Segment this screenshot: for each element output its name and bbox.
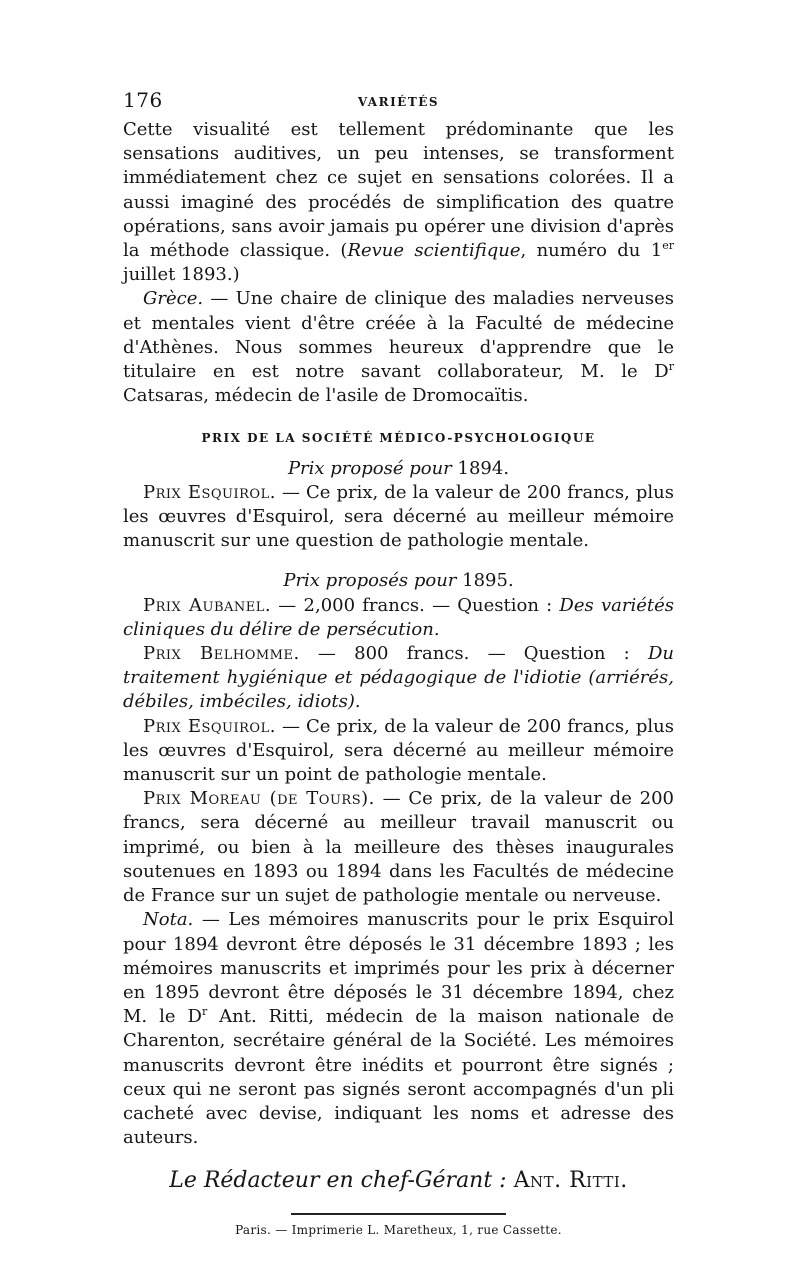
page-header [123,88,674,118]
prize-name: Prix Belhomme. [143,643,300,665]
paragraph-visualite: Cette visualité est tellement prédominante que les sensations auditives, un peu intenses, se transforment immédiatement chez ce sujet en sensations colorées. Il a aussi imaginé des procédés de simplification des quatre opérations, sans avoir jamais pu opérer une division d'après la méthode classique. (Revue scientifique, numéro du 1er juillet 1893.) [123,119,674,286]
running-title: VARIÉTÉS [357,95,440,109]
signature-role: Le Rédacteur en chef-Gérant : [169,1168,507,1194]
prize-question: Du traitement hygiénique et pédagogique de l'idiotie (arriérés, débiles, imbéciles, idiots). [123,643,674,713]
prize-name: Prix Esquirol. [143,481,276,503]
prize-belhomme: Prix Belhomme. — 800 francs. — Question : Du traitement hygiénique et pédagogique de l'idiotie (arriérés, débiles, imbéciles, idiots). [123,643,674,713]
document-body [123,118,674,1150]
paragraph-grece: Grèce. — Une chaire de clinique des maladies nerveuses et mentales vient d'être créée à la Faculté de médecine d'Athènes. Nous sommes heureux d'apprendre que le titulaire en est notre savant collaborateur, M. le $D^r$ Catsaras, médecin de l'asile de Dromocaïtis. [123,288,674,407]
printer-imprint: Paris. — Imprimerie L. Maretheux, 1, rue Cassette. [235,1223,562,1238]
page-number: 176 [123,88,163,112]
paragraph-label: Nota. [143,909,194,931]
prize-name: Prix Moreau (de Tours). [143,788,375,810]
paragraph-label: Grèce. [143,288,204,310]
section-title: PRIX DE LA SOCIÉTÉ MÉDICO-PSYCHOLOGIQUE [201,431,596,446]
prize-esquirol-1895: Prix Esquirol. — Ce prix, de la valeur de 200 francs, plus les œuvres d'Esquirol, sera décerné au meilleur mémoire manuscrit sur un point de pathologie mentale. [123,715,675,786]
document-page [123,88,674,1237]
prize-name: Prix Aubanel. [143,594,272,616]
signature [123,1168,674,1193]
prize-aubanel: Prix Aubanel. — 2,000 francs. — Question : Des variétés cliniques du délire de persécution. [123,594,674,640]
prize-moreau: Prix Moreau (de Tours). — Ce prix, de la valeur de 200 francs, sera décerné au meilleur travail manuscrit ou imprimé, ou bien à la meilleure des thèses inaugurales soutenues en 1893 ou 1894 dans les Facultés de médecine de France sur un sujet de pathologie mentale ou nerveuse. [123,788,674,907]
prize-question: Des variétés cliniques du délire de persécution. [123,594,674,640]
paragraph-nota: Nota. — Les mémoires manuscrits pour le prix Esquirol pour 1894 devront être déposés le 31 décembre 1893 ; les mémoires manuscrits et imprimés pour les prix à décerner en 1895 devront être déposés le 31 décembre 1894, chez M. le $D^r$ Ant. Ritti, médecin de la maison nationale de Charenton, secrétaire général de la Société. Les mémoires manuscrits devront être inédits et pourront être signés ; ceux qui ne seront pas signés seront accompagnés d'un pli cacheté avec devise, indiquant les noms et adresse des auteurs. [123,909,675,1149]
prize-name: Prix Esquirol. [143,715,276,737]
subheading-1895: Prix proposés pour 1895. [283,570,514,592]
divider-rule [291,1213,506,1215]
prize-esquirol-1894: Prix Esquirol. — Ce prix, de la valeur de 200 francs, plus les œuvres d'Esquirol, sera décerné au meilleur mémoire manuscrit sur une question de pathologie mentale. [123,481,675,552]
source-citation: Revue scientifique [347,240,521,262]
subheading-1894: Prix proposé pour 1894. [287,457,510,479]
signature-name: Ant. Ritti. [513,1168,628,1194]
